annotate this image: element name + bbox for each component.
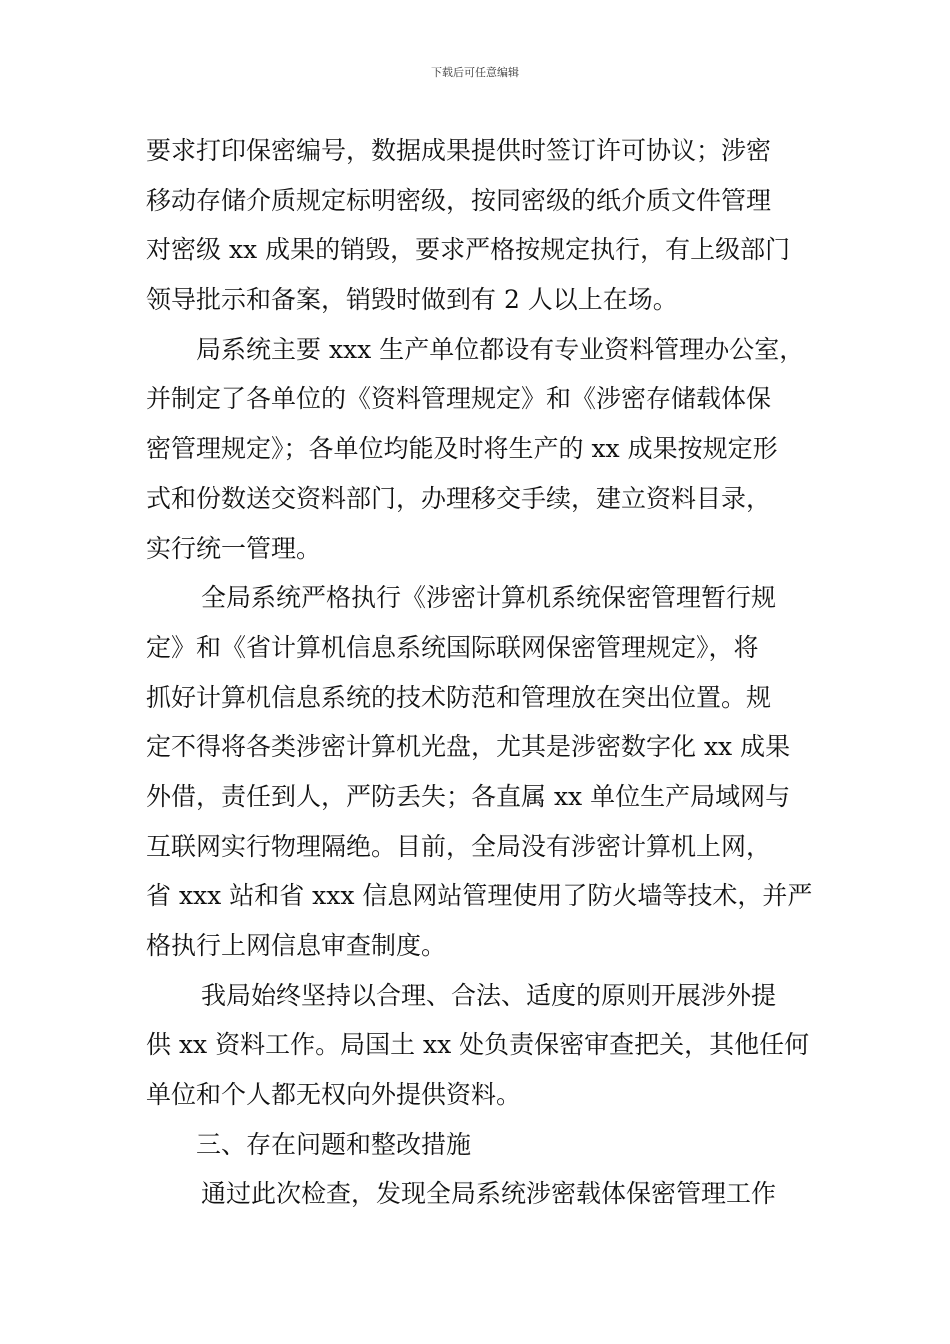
text-line: 移动存储介质规定标明密级，按同密级的纸介质文件管理 — [146, 185, 772, 215]
text-line: 格执行上网信息审查制度。 — [146, 931, 447, 960]
text-line: 并制定了各单位的《资料管理规定》和《涉密存储载体保 — [146, 384, 772, 414]
text-line: 互联网实行物理隔绝。目前，全局没有涉密计算机上网， — [146, 831, 772, 861]
text-line: 供 xx 资料工作。局国土 xx 处负责保密审查把关，其他任何 — [146, 1030, 810, 1060]
page-header: 下载后可任意编辑 — [431, 66, 519, 79]
text-line: 式和份数送交资料部门，办理移交手续，建立资料目录， — [146, 483, 772, 513]
text-line: 省 xxx 站和省 xxx 信息网站管理使用了防火墙等技术，并严 — [146, 881, 813, 911]
text-line: 全局系统严格执行《涉密计算机系统保密管理暂行规 — [201, 583, 777, 613]
text-line: 定》和《省计算机信息系统国际联网保密管理规定》，将 — [146, 632, 759, 662]
text-line: 对密级 xx 成果的销毁，要求严格按规定执行，有上级部门 — [146, 235, 791, 265]
text-line: 我局始终坚持以合理、合法、适度的原则开展涉外提 — [201, 980, 777, 1010]
text-line: 三、存在问题和整改措施 — [196, 1129, 472, 1159]
text-line: 要求打印保密编号，数据成果提供时签订许可协议；涉密 — [146, 136, 772, 165]
text-line: 实行统一管理。 — [146, 533, 322, 563]
text-line: 定不得将各类涉密计算机光盘，尤其是涉密数字化 xx 成果 — [146, 732, 791, 762]
text-line: 局系统主要 xxx 生产单位都设有专业资料管理办公室， — [196, 334, 805, 364]
text-line: 通过此次检查，发现全局系统涉密载体保密管理工作 — [201, 1179, 777, 1209]
text-line: 抓好计算机信息系统的技术防范和管理放在突出位置。规 — [146, 682, 772, 712]
document-body — [146, 126, 816, 1219]
text-line: 领导批示和备案，销毁时做到有 2 人以上在场。 — [146, 285, 678, 315]
text-line: 外借，责任到人，严防丢失；各直属 xx 单位生产局域网与 — [146, 781, 791, 811]
text-line: 密管理规定》；各单位均能及时将生产的 xx 成果按规定形 — [146, 434, 778, 464]
text-line: 单位和个人都无权向外提供资料。 — [146, 1080, 522, 1110]
